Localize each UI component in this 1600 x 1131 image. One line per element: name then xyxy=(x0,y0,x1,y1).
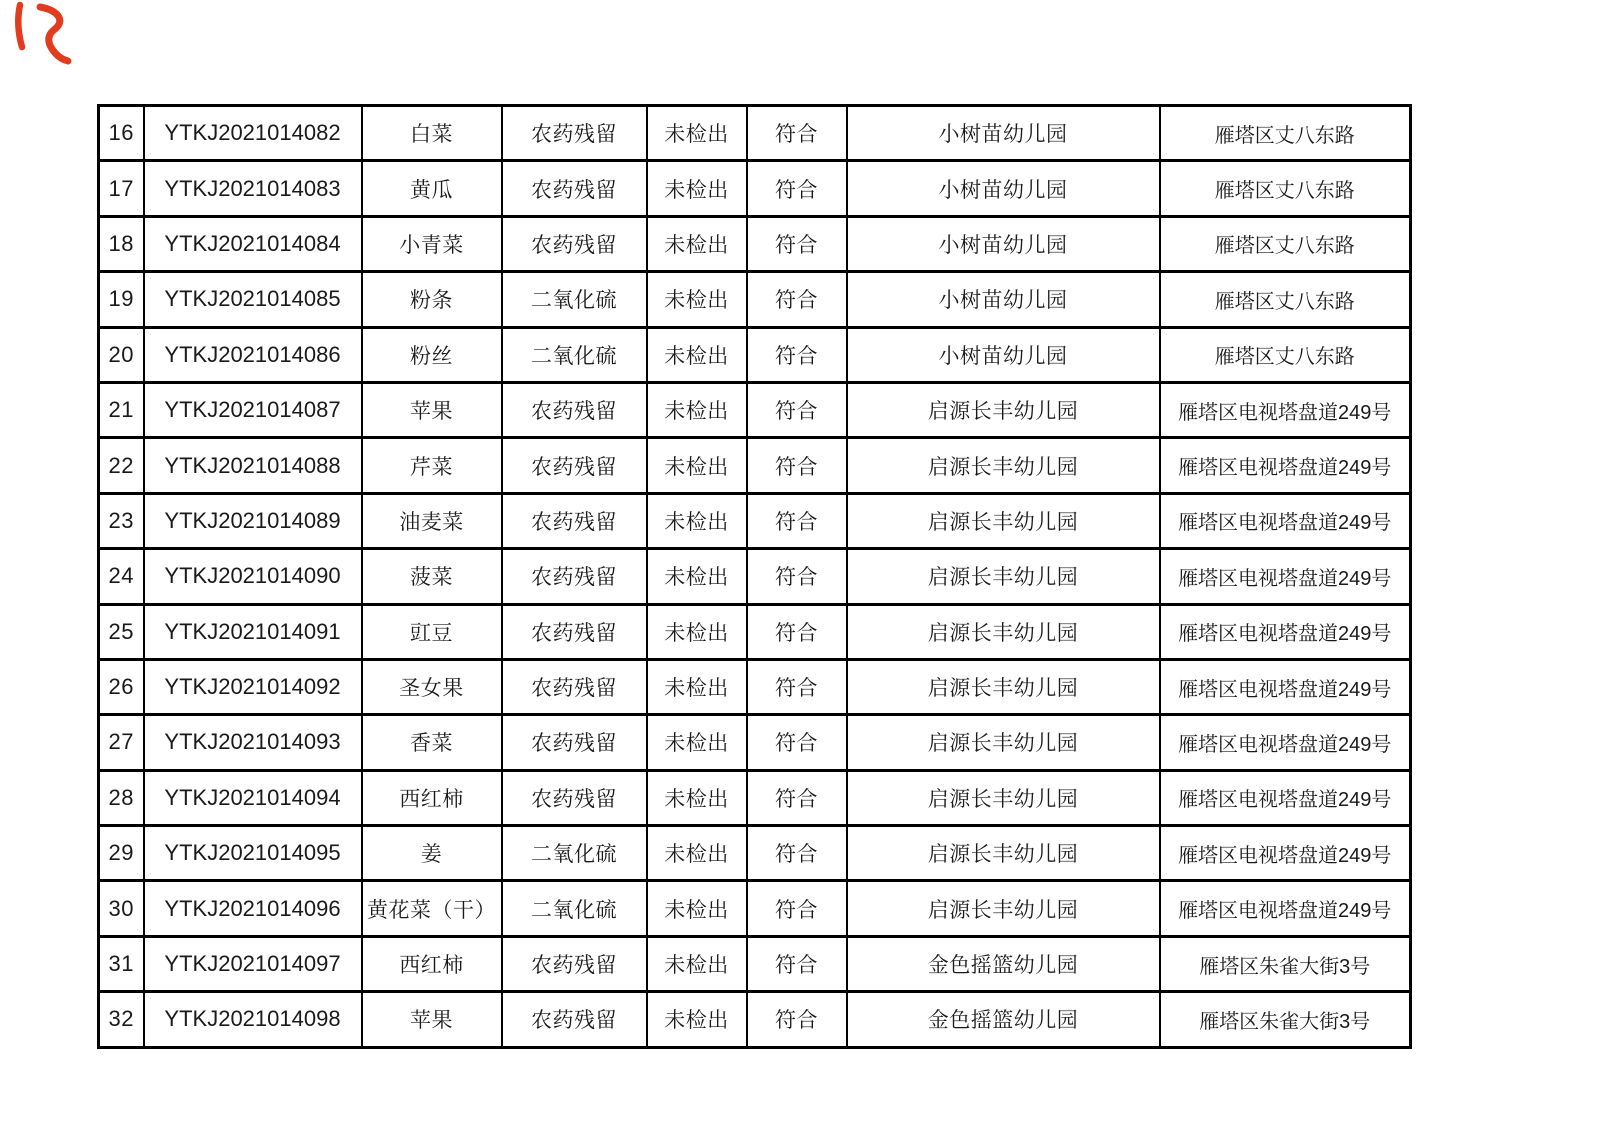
table-row xyxy=(99,438,1411,493)
cell-org: 金色摇篮幼儿园 xyxy=(847,936,1160,991)
cell-no: 32 xyxy=(99,992,144,1047)
cell-conclusion: 符合 xyxy=(747,272,847,327)
cell-code: YTKJ2021014094 xyxy=(144,770,362,825)
cell-conclusion: 符合 xyxy=(747,992,847,1047)
cell-sample: 芹菜 xyxy=(362,438,502,493)
cell-item: 农药残留 xyxy=(502,438,647,493)
cell-sample: 姜 xyxy=(362,826,502,881)
table-row xyxy=(99,604,1411,659)
cell-conclusion: 符合 xyxy=(747,715,847,770)
cell-sample: 小青菜 xyxy=(362,216,502,271)
cell-address: 雁塔区朱雀大街3号 xyxy=(1160,992,1411,1047)
cell-code: YTKJ2021014091 xyxy=(144,604,362,659)
table-row xyxy=(99,549,1411,604)
cell-sample: 西红柿 xyxy=(362,936,502,991)
sampling-results-table xyxy=(97,104,1412,1049)
cell-no: 30 xyxy=(99,881,144,936)
cell-item: 农药残留 xyxy=(502,549,647,604)
cell-org: 启源长丰幼儿园 xyxy=(847,493,1160,548)
cell-item: 农药残留 xyxy=(502,161,647,216)
cell-sample: 香菜 xyxy=(362,715,502,770)
cell-code: YTKJ2021014098 xyxy=(144,992,362,1047)
cell-address: 雁塔区电视塔盘道249号 xyxy=(1160,770,1411,825)
cell-result: 未检出 xyxy=(647,881,747,936)
cell-org: 启源长丰幼儿园 xyxy=(847,604,1160,659)
cell-no: 18 xyxy=(99,216,144,271)
cell-sample: 菠菜 xyxy=(362,549,502,604)
cell-sample: 油麦菜 xyxy=(362,493,502,548)
cell-org: 启源长丰幼儿园 xyxy=(847,659,1160,714)
cell-result: 未检出 xyxy=(647,382,747,437)
cell-item: 农药残留 xyxy=(502,659,647,714)
cell-no: 21 xyxy=(99,382,144,437)
cell-code: YTKJ2021014084 xyxy=(144,216,362,271)
cell-item: 二氧化硫 xyxy=(502,881,647,936)
cell-address: 雁塔区电视塔盘道249号 xyxy=(1160,549,1411,604)
cell-sample: 黄瓜 xyxy=(362,161,502,216)
cell-code: YTKJ2021014087 xyxy=(144,382,362,437)
cell-result: 未检出 xyxy=(647,826,747,881)
cell-org: 小树苗幼儿园 xyxy=(847,161,1160,216)
cell-item: 农药残留 xyxy=(502,382,647,437)
cell-item: 二氧化硫 xyxy=(502,272,647,327)
cell-result: 未检出 xyxy=(647,493,747,548)
cell-address: 雁塔区丈八东路 xyxy=(1160,216,1411,271)
cell-org: 金色摇篮幼儿园 xyxy=(847,992,1160,1047)
cell-org: 小树苗幼儿园 xyxy=(847,327,1160,382)
cell-code: YTKJ2021014090 xyxy=(144,549,362,604)
cell-address: 雁塔区朱雀大街3号 xyxy=(1160,936,1411,991)
cell-result: 未检出 xyxy=(647,161,747,216)
cell-conclusion: 符合 xyxy=(747,161,847,216)
cell-conclusion: 符合 xyxy=(747,382,847,437)
cell-item: 农药残留 xyxy=(502,216,647,271)
cell-conclusion: 符合 xyxy=(747,216,847,271)
cell-result: 未检出 xyxy=(647,604,747,659)
cell-org: 小树苗幼儿园 xyxy=(847,216,1160,271)
cell-item: 农药残留 xyxy=(502,770,647,825)
cell-code: YTKJ2021014083 xyxy=(144,161,362,216)
cell-address: 雁塔区电视塔盘道249号 xyxy=(1160,382,1411,437)
cell-sample: 西红柿 xyxy=(362,770,502,825)
cell-conclusion: 符合 xyxy=(747,493,847,548)
table-row xyxy=(99,216,1411,271)
cell-result: 未检出 xyxy=(647,659,747,714)
cell-address: 雁塔区电视塔盘道249号 xyxy=(1160,881,1411,936)
cell-no: 23 xyxy=(99,493,144,548)
cell-sample: 苹果 xyxy=(362,992,502,1047)
cell-no: 28 xyxy=(99,770,144,825)
cell-org: 启源长丰幼儿园 xyxy=(847,549,1160,604)
results-table-body xyxy=(99,106,1411,1048)
cell-code: YTKJ2021014086 xyxy=(144,327,362,382)
table-row xyxy=(99,770,1411,825)
cell-result: 未检出 xyxy=(647,936,747,991)
cell-no: 20 xyxy=(99,327,144,382)
cell-org: 启源长丰幼儿园 xyxy=(847,826,1160,881)
cell-address: 雁塔区丈八东路 xyxy=(1160,106,1411,161)
cell-item: 农药残留 xyxy=(502,992,647,1047)
cell-org: 启源长丰幼儿园 xyxy=(847,382,1160,437)
cell-no: 31 xyxy=(99,936,144,991)
cell-no: 19 xyxy=(99,272,144,327)
cell-conclusion: 符合 xyxy=(747,106,847,161)
table-row xyxy=(99,715,1411,770)
table-row xyxy=(99,936,1411,991)
cell-item: 二氧化硫 xyxy=(502,826,647,881)
table-row xyxy=(99,493,1411,548)
cell-conclusion: 符合 xyxy=(747,438,847,493)
cell-code: YTKJ2021014095 xyxy=(144,826,362,881)
cell-sample: 黄花菜（干） xyxy=(362,881,502,936)
cell-code: YTKJ2021014097 xyxy=(144,936,362,991)
table-row xyxy=(99,327,1411,382)
cell-no: 26 xyxy=(99,659,144,714)
cell-result: 未检出 xyxy=(647,327,747,382)
table-row xyxy=(99,272,1411,327)
cell-org: 小树苗幼儿园 xyxy=(847,272,1160,327)
cell-address: 雁塔区电视塔盘道249号 xyxy=(1160,493,1411,548)
cell-conclusion: 符合 xyxy=(747,327,847,382)
cell-address: 雁塔区丈八东路 xyxy=(1160,161,1411,216)
cell-code: YTKJ2021014089 xyxy=(144,493,362,548)
cell-org: 启源长丰幼儿园 xyxy=(847,881,1160,936)
cell-code: YTKJ2021014085 xyxy=(144,272,362,327)
cell-conclusion: 符合 xyxy=(747,549,847,604)
cell-no: 17 xyxy=(99,161,144,216)
cell-code: YTKJ2021014092 xyxy=(144,659,362,714)
cell-sample: 白菜 xyxy=(362,106,502,161)
cell-address: 雁塔区电视塔盘道249号 xyxy=(1160,659,1411,714)
cell-no: 22 xyxy=(99,438,144,493)
cell-result: 未检出 xyxy=(647,715,747,770)
cell-code: YTKJ2021014088 xyxy=(144,438,362,493)
cell-sample: 圣女果 xyxy=(362,659,502,714)
table-row xyxy=(99,106,1411,161)
table-row xyxy=(99,161,1411,216)
cell-no: 29 xyxy=(99,826,144,881)
cell-conclusion: 符合 xyxy=(747,881,847,936)
cell-no: 16 xyxy=(99,106,144,161)
cell-item: 农药残留 xyxy=(502,936,647,991)
cell-code: YTKJ2021014082 xyxy=(144,106,362,161)
cell-conclusion: 符合 xyxy=(747,826,847,881)
table-row xyxy=(99,881,1411,936)
cell-conclusion: 符合 xyxy=(747,659,847,714)
cell-org: 启源长丰幼儿园 xyxy=(847,438,1160,493)
cell-sample: 豇豆 xyxy=(362,604,502,659)
table-row xyxy=(99,992,1411,1047)
cell-result: 未检出 xyxy=(647,549,747,604)
cell-item: 农药残留 xyxy=(502,106,647,161)
cell-no: 24 xyxy=(99,549,144,604)
cell-address: 雁塔区电视塔盘道249号 xyxy=(1160,604,1411,659)
cell-result: 未检出 xyxy=(647,216,747,271)
table-row xyxy=(99,826,1411,881)
cell-no: 27 xyxy=(99,715,144,770)
cell-org: 启源长丰幼儿园 xyxy=(847,715,1160,770)
cell-result: 未检出 xyxy=(647,992,747,1047)
cell-result: 未检出 xyxy=(647,770,747,825)
cell-sample: 粉条 xyxy=(362,272,502,327)
cell-sample: 粉丝 xyxy=(362,327,502,382)
cell-result: 未检出 xyxy=(647,272,747,327)
table-row xyxy=(99,659,1411,714)
cell-address: 雁塔区电视塔盘道249号 xyxy=(1160,438,1411,493)
table-row xyxy=(99,382,1411,437)
cell-sample: 苹果 xyxy=(362,382,502,437)
cell-org: 小树苗幼儿园 xyxy=(847,106,1160,161)
cell-item: 二氧化硫 xyxy=(502,327,647,382)
cell-result: 未检出 xyxy=(647,438,747,493)
cell-item: 农药残留 xyxy=(502,715,647,770)
cell-address: 雁塔区电视塔盘道249号 xyxy=(1160,826,1411,881)
cell-code: YTKJ2021014096 xyxy=(144,881,362,936)
cell-org: 启源长丰幼儿园 xyxy=(847,770,1160,825)
cell-conclusion: 符合 xyxy=(747,770,847,825)
cell-conclusion: 符合 xyxy=(747,604,847,659)
cell-result: 未检出 xyxy=(647,106,747,161)
cell-address: 雁塔区丈八东路 xyxy=(1160,272,1411,327)
cell-code: YTKJ2021014093 xyxy=(144,715,362,770)
cell-item: 农药残留 xyxy=(502,493,647,548)
cell-address: 雁塔区电视塔盘道249号 xyxy=(1160,715,1411,770)
cell-conclusion: 符合 xyxy=(747,936,847,991)
cell-address: 雁塔区丈八东路 xyxy=(1160,327,1411,382)
cell-item: 农药残留 xyxy=(502,604,647,659)
cell-no: 25 xyxy=(99,604,144,659)
red-ink-mark xyxy=(4,0,78,74)
